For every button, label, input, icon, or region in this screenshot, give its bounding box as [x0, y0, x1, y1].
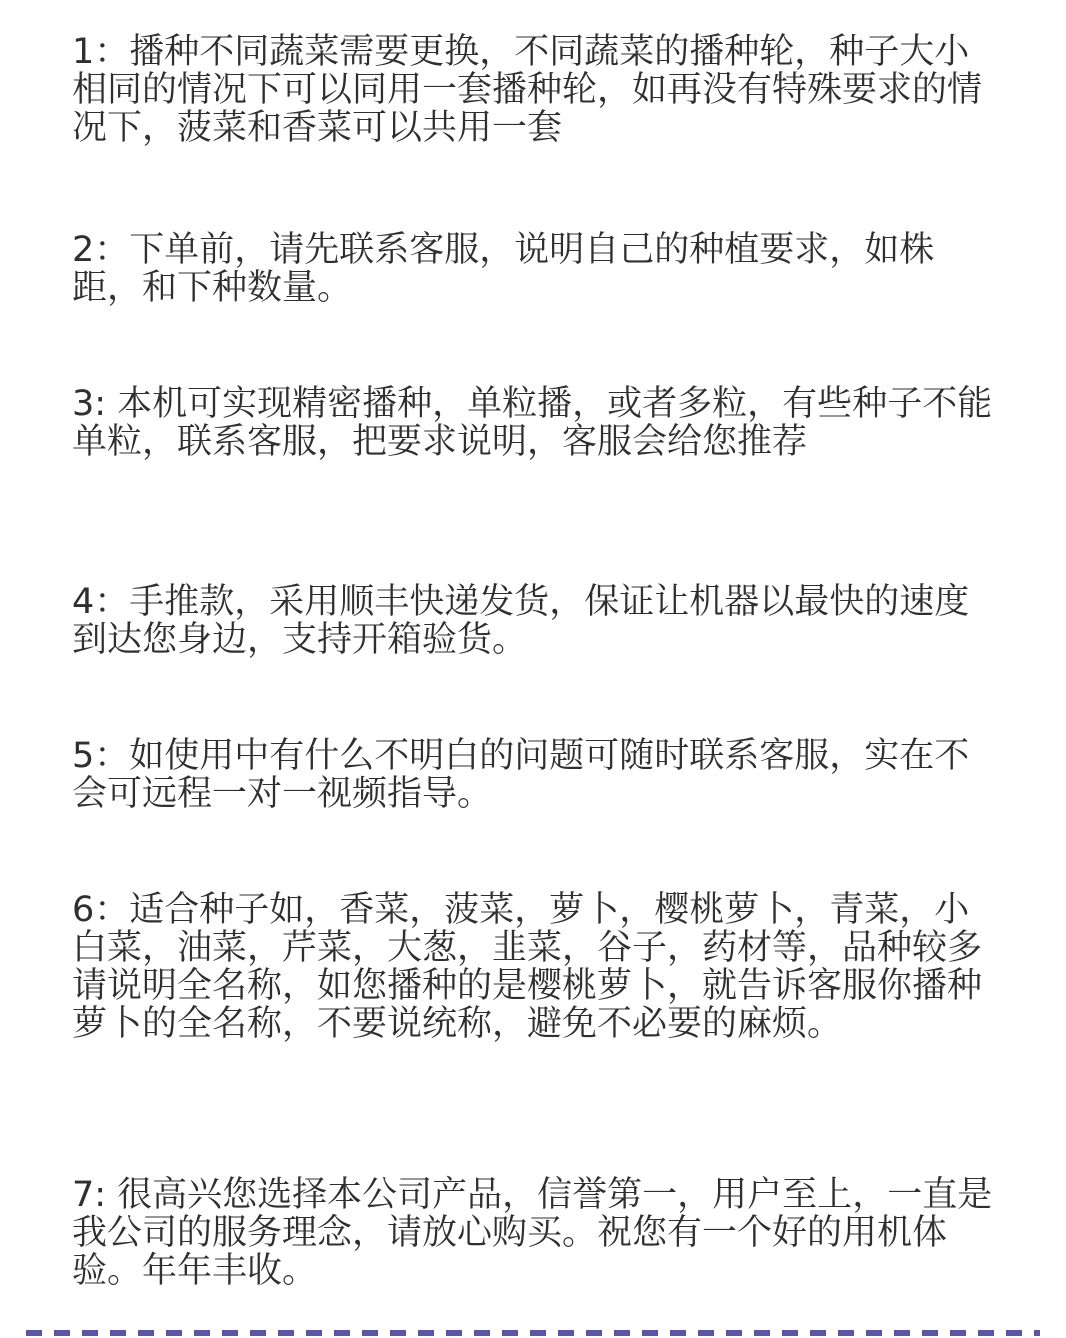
notice-item-3: 3: 本机可实现精密播种，单粒播，或者多粒，有些种子不能单粒，联系客服，把要求说明，客服会给您推荐: [72, 384, 993, 462]
notice-item-7: 7: 很高兴您选择本公司产品，信誉第一，用户至上，一直是我公司的服务理念，请放心购买。祝您有一个好的用机体验。年年丰收。: [72, 1175, 993, 1291]
notice-item-1: 1：播种不同蔬菜需要更换，不同蔬菜的播种轮，种子大小相同的情况下可以同用一套播种轮，如再没有特殊要求的情况下，菠菜和香菜可以共用一套: [72, 32, 983, 148]
dashed-divider: [26, 1330, 1040, 1336]
notice-item-2: 2：下单前，请先联系客服，说明自己的种植要求，如株距，和下种数量。: [72, 230, 935, 308]
notice-item-4: 4：手推款，采用顺丰快递发货，保证让机器以最快的速度到达您身边，支持开箱验货。: [72, 582, 970, 660]
notice-item-6: 6：适合种子如，香菜，菠菜，萝卜，樱桃萝卜，青菜，小白菜，油菜，芹菜，大葱，韭菜，谷子，药材等，品种较多请说明全名称，如您播种的是樱桃萝卜，就告诉客服你播种萝卜的全名称，不要说统称，避免不必要的麻烦。: [72, 890, 983, 1044]
notice-item-5: 5：如使用中有什么不明白的问题可随时联系客服，实在不会可远程一对一视频指导。: [72, 736, 970, 814]
